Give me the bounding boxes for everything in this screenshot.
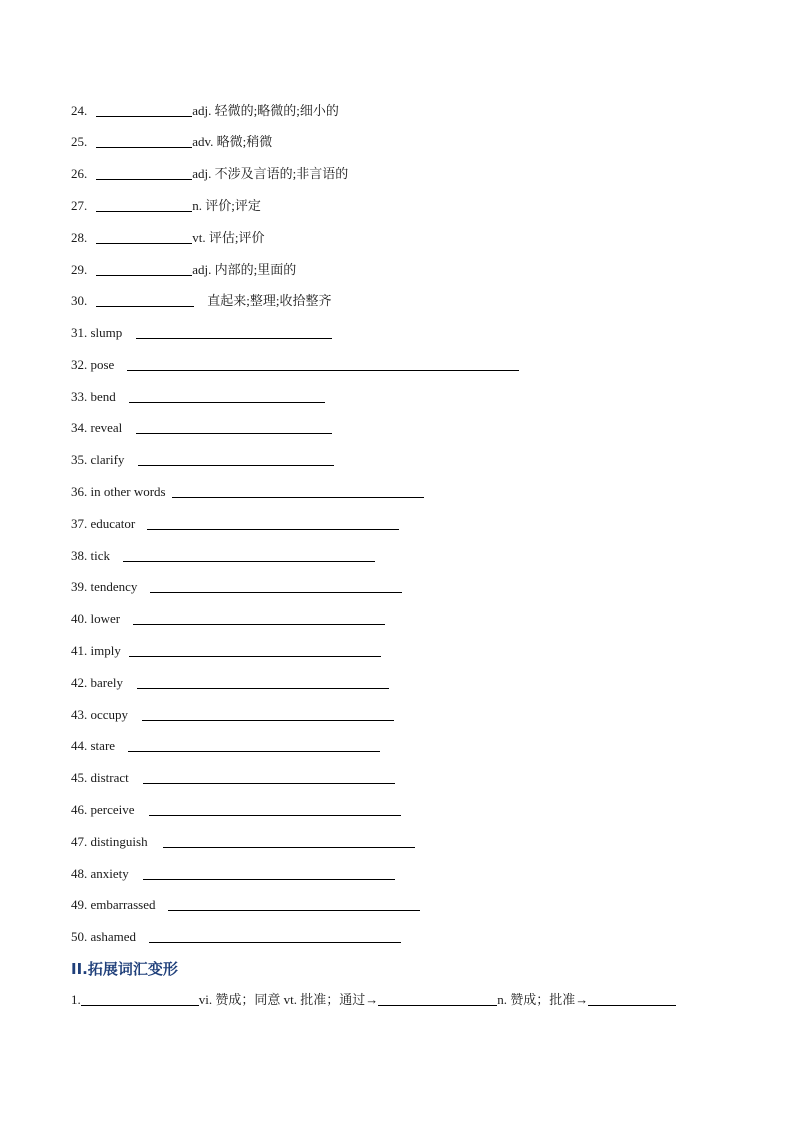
word-text: occupy [90, 707, 129, 722]
item-number: 46. [71, 802, 88, 817]
definition-text: adj. 不涉及言语的;非言语的 [192, 166, 349, 181]
word-row [71, 673, 389, 693]
item-number: 35. [71, 452, 88, 467]
word-row [71, 736, 380, 756]
answer-blank[interactable] [143, 865, 395, 880]
item-number: 26. [71, 166, 88, 181]
word-text: perceive [90, 802, 135, 817]
word-row [71, 546, 375, 566]
item-number: 39. [71, 579, 88, 594]
answer-blank[interactable] [143, 769, 395, 784]
answer-blank[interactable] [129, 388, 325, 403]
word-row [71, 577, 402, 597]
word-text: in other words [90, 484, 166, 499]
word-text: bend [90, 389, 116, 404]
item-number: 50. [71, 929, 88, 944]
item-number: 47. [71, 834, 88, 849]
word-text: barely [90, 675, 123, 690]
item-number: 38. [71, 548, 88, 563]
item-number: 1. [71, 992, 81, 1007]
word-text: slump [90, 325, 123, 340]
item-number: 41. [71, 643, 88, 658]
answer-blank[interactable] [96, 292, 194, 307]
word-text: distract [90, 770, 129, 785]
item-number: 29. [71, 262, 88, 277]
definition-row [71, 164, 348, 184]
word-row [71, 609, 385, 629]
extension-row [71, 990, 676, 1010]
section-title: II.拓展词汇变形 [71, 960, 178, 978]
item-number: 40. [71, 611, 88, 626]
definition-text: adv. 略微;稍微 [192, 134, 273, 149]
item-number: 30. [71, 293, 88, 308]
answer-blank[interactable] [133, 610, 385, 625]
answer-blank[interactable] [128, 737, 380, 752]
answer-blank[interactable] [81, 991, 199, 1006]
definition-text: adj. 轻微的;略微的;细小的 [192, 103, 339, 118]
definition-row [71, 260, 296, 280]
word-row [71, 927, 401, 947]
word-text: stare [90, 738, 116, 753]
word-row [71, 832, 415, 852]
word-text: pose [90, 357, 115, 372]
answer-blank[interactable] [96, 229, 192, 244]
answer-blank[interactable] [96, 197, 192, 212]
item-number: 48. [71, 866, 88, 881]
answer-blank[interactable] [129, 642, 381, 657]
answer-blank[interactable] [127, 356, 519, 371]
answer-blank[interactable] [163, 833, 415, 848]
word-text: tendency [90, 579, 138, 594]
answer-blank[interactable] [123, 547, 375, 562]
definition-row [71, 228, 264, 248]
answer-blank[interactable] [96, 102, 192, 117]
answer-blank[interactable] [138, 451, 334, 466]
item-number: 32. [71, 357, 88, 372]
definition-text: n. 赞成；批准→ [497, 992, 589, 1007]
item-number: 25. [71, 134, 88, 149]
definition-text: 直起来;整理;收拾整齐 [207, 293, 332, 308]
item-number: 36. [71, 484, 88, 499]
word-text: ashamed [90, 929, 136, 944]
item-number: 49. [71, 897, 88, 912]
answer-blank[interactable] [378, 991, 497, 1006]
answer-blank[interactable] [96, 261, 192, 276]
answer-blank[interactable] [168, 896, 420, 911]
word-text: reveal [90, 420, 123, 435]
item-number: 28. [71, 230, 88, 245]
word-row [71, 450, 334, 470]
word-row [71, 387, 325, 407]
answer-blank[interactable] [172, 483, 424, 498]
word-text: anxiety [90, 866, 129, 881]
answer-blank[interactable] [588, 991, 676, 1006]
word-text: lower [90, 611, 121, 626]
item-number: 43. [71, 707, 88, 722]
word-row [71, 418, 332, 438]
word-text: embarrassed [90, 897, 156, 912]
item-number: 34. [71, 420, 88, 435]
definition-text: n. 评价;评定 [192, 198, 261, 213]
item-number: 31. [71, 325, 88, 340]
item-number: 45. [71, 770, 88, 785]
word-row [71, 641, 381, 661]
answer-blank[interactable] [149, 928, 401, 943]
word-text: distinguish [90, 834, 148, 849]
word-row [71, 705, 394, 725]
answer-blank[interactable] [150, 578, 402, 593]
definition-text: vi. 赞成；同意 vt. 批准；通过→ [198, 992, 379, 1007]
word-row [71, 800, 401, 820]
item-number: 24. [71, 103, 88, 118]
answer-blank[interactable] [136, 324, 332, 339]
definition-row [71, 291, 331, 311]
word-row [71, 864, 395, 884]
item-number: 42. [71, 675, 88, 690]
word-row [71, 768, 395, 788]
word-row [71, 355, 519, 375]
definition-text: vt. 评估;评价 [192, 230, 265, 245]
word-text: tick [90, 548, 110, 563]
word-row [71, 895, 420, 915]
item-number: 37. [71, 516, 88, 531]
answer-blank[interactable] [142, 706, 394, 721]
answer-blank[interactable] [136, 419, 332, 434]
definition-text: adj. 内部的;里面的 [192, 262, 297, 277]
item-number: 44. [71, 738, 88, 753]
definition-row [71, 132, 272, 152]
answer-blank[interactable] [147, 515, 399, 530]
answer-blank[interactable] [149, 801, 401, 816]
word-row [71, 482, 424, 502]
answer-blank[interactable] [96, 165, 192, 180]
answer-blank[interactable] [137, 674, 389, 689]
word-text: clarify [90, 452, 125, 467]
word-text: educator [90, 516, 136, 531]
word-text: imply [90, 643, 121, 658]
item-number: 33. [71, 389, 88, 404]
answer-blank[interactable] [96, 133, 192, 148]
word-row [71, 323, 332, 343]
word-row [71, 514, 399, 534]
item-number: 27. [71, 198, 88, 213]
definition-row [71, 101, 339, 121]
definition-row [71, 196, 261, 216]
